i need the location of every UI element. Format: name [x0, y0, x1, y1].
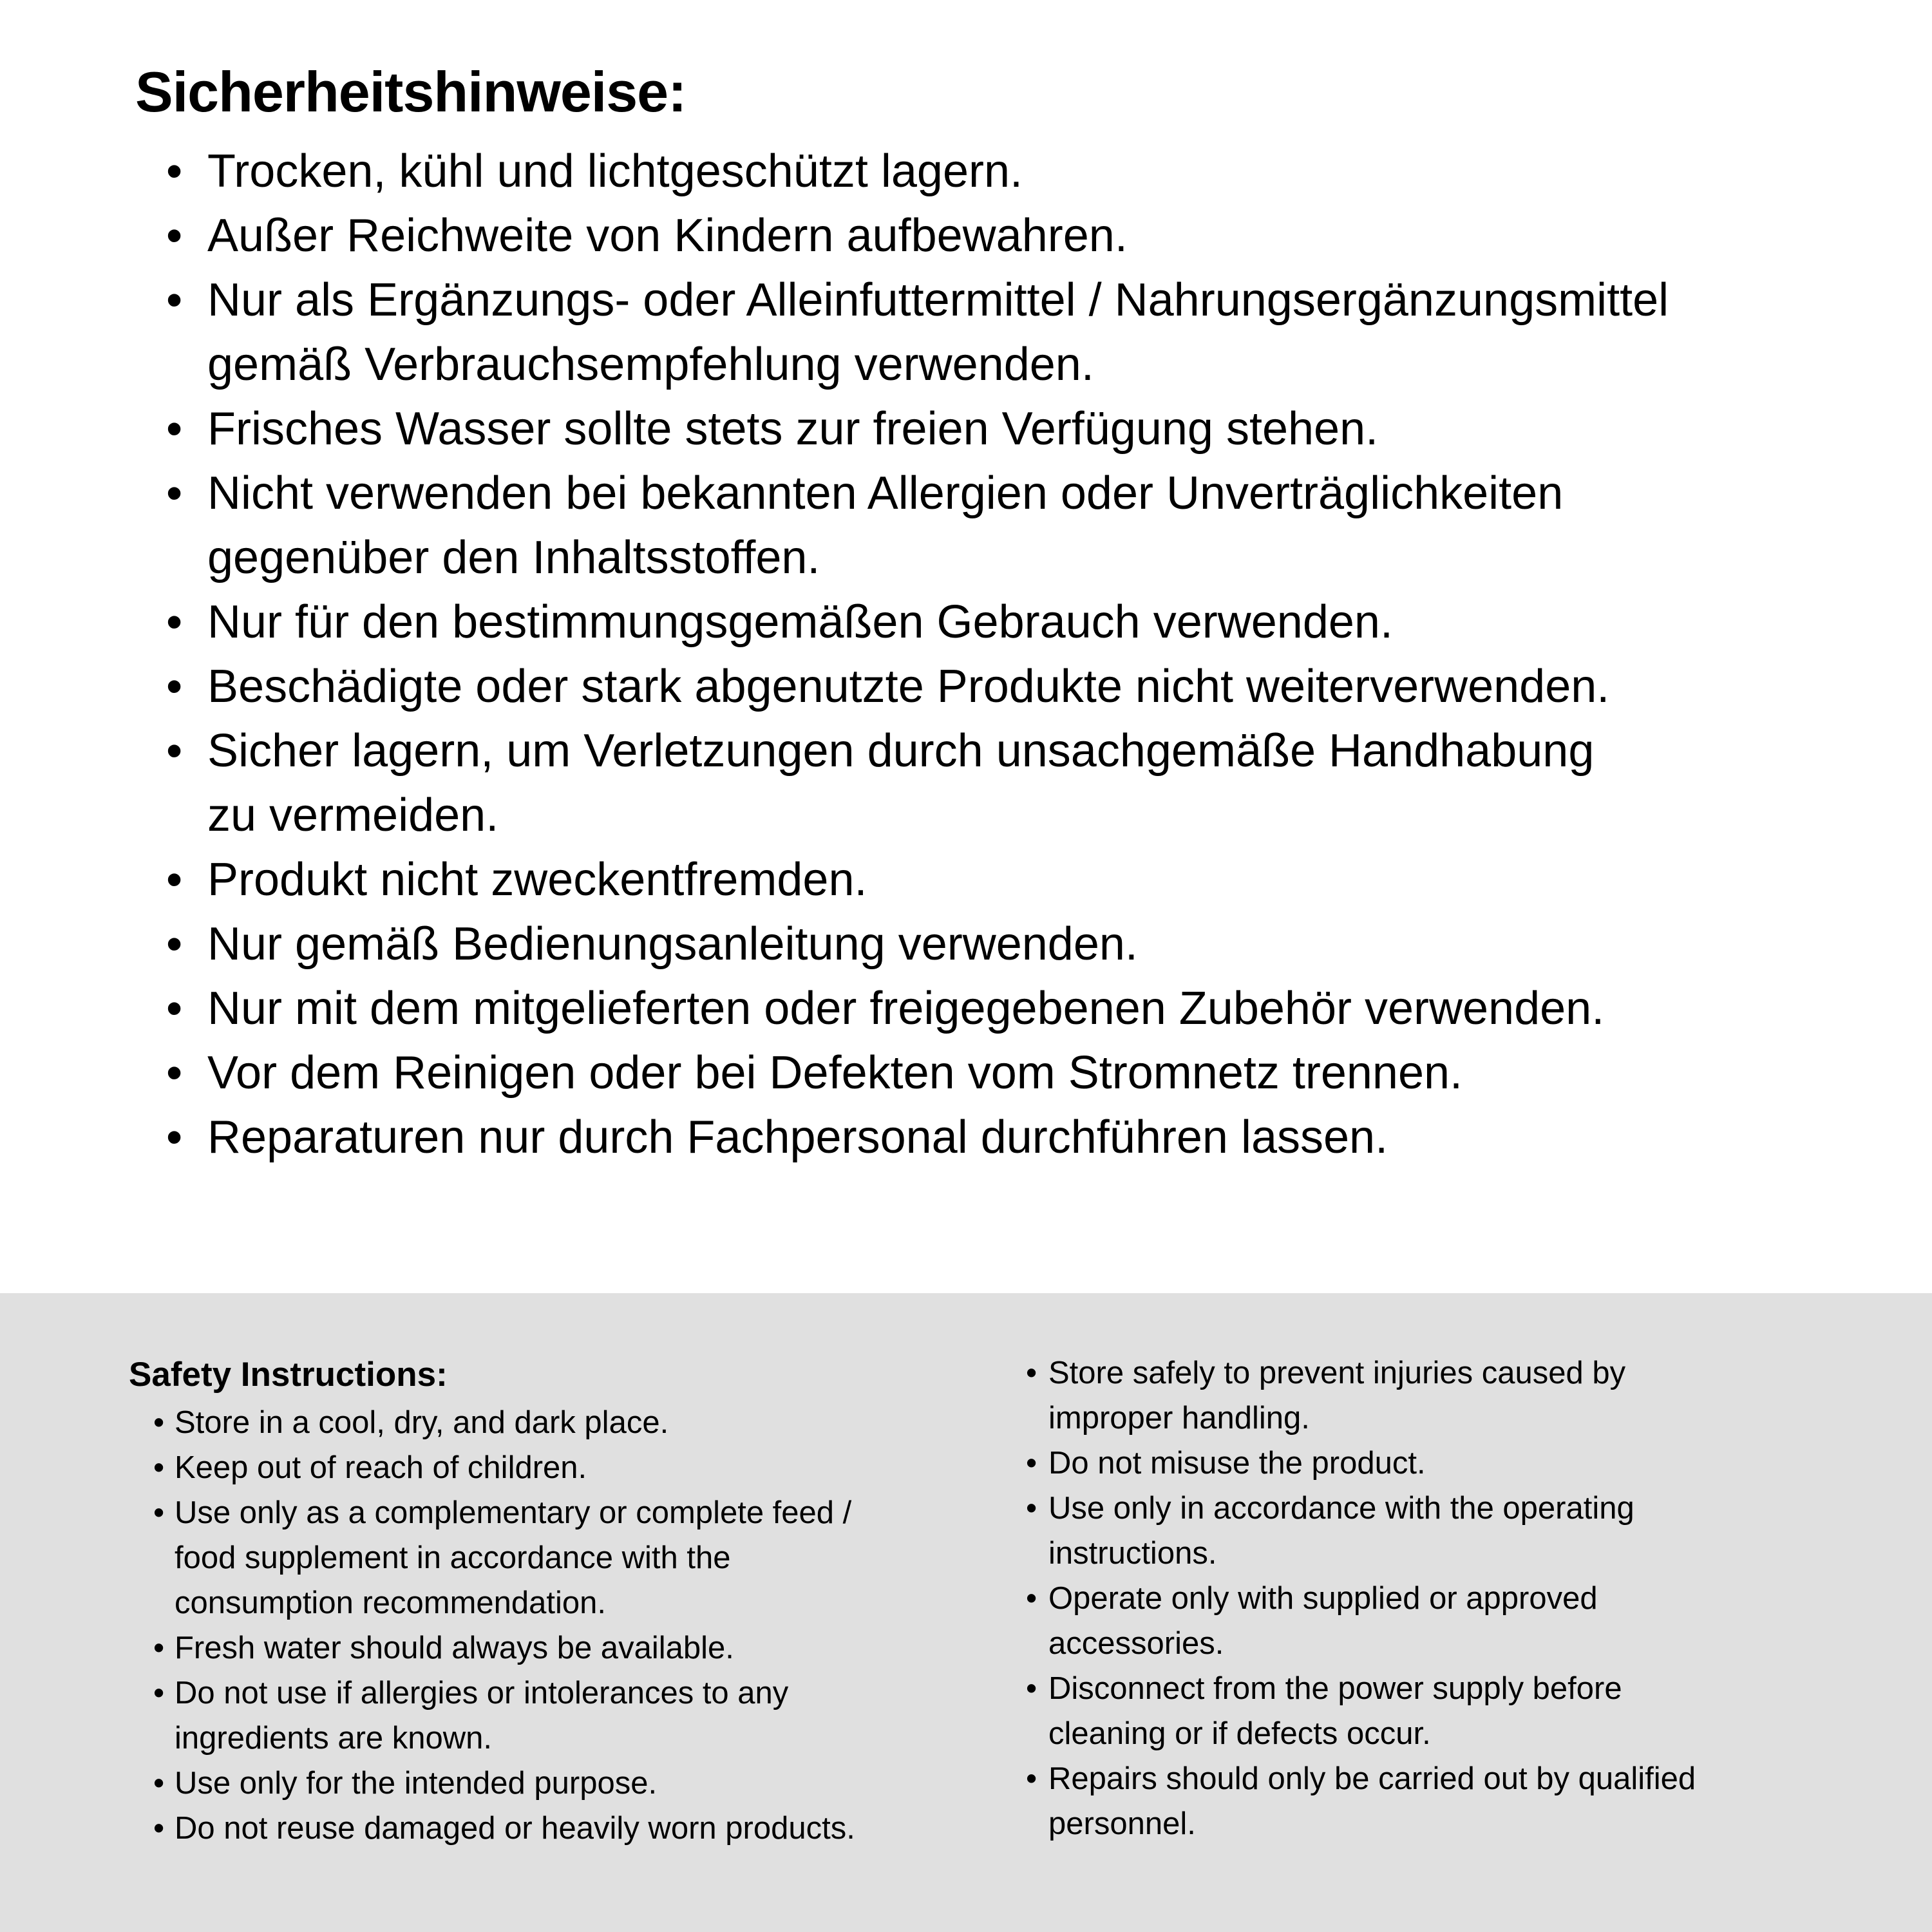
list-item-text: improper handling. — [1048, 1401, 1310, 1435]
list-item-text: Nicht verwenden bei bekannten Allergien oder Unverträglichkeiten — [207, 468, 1564, 519]
bullet-dot: • — [153, 1495, 165, 1530]
list-item — [166, 461, 1669, 590]
bullet-dot: • — [166, 725, 183, 777]
list-item-text: Use only for the intended purpose. — [175, 1766, 658, 1801]
list-item-text: Store safely to prevent injuries caused by — [1048, 1356, 1626, 1390]
bullet-dot: • — [1026, 1491, 1037, 1526]
list-item — [1026, 1666, 1696, 1756]
list-item-text: Frisches Wasser sollte stets zur freien Verfügung stehen. — [207, 403, 1379, 455]
list-item-text: Fresh water should always be available. — [175, 1631, 734, 1665]
list-item-text: Nur für den bestimmungsgemäßen Gebrauch verwenden. — [207, 596, 1393, 648]
list-item — [153, 1806, 855, 1851]
list-item — [166, 654, 1669, 719]
list-item-text: Do not reuse damaged or heavily worn products. — [175, 1811, 855, 1846]
list-item-text: personnel. — [1048, 1806, 1196, 1841]
list-item-text: Sicher lagern, um Verletzungen durch unsachgemäße Handhabung — [207, 725, 1595, 777]
bullet-dot: • — [166, 918, 183, 970]
bullet-dot: • — [166, 210, 183, 261]
list-item-text: Operate only with supplied or approved — [1048, 1581, 1598, 1616]
list-item — [153, 1761, 855, 1806]
list-item-text: Use only in accordance with the operating — [1048, 1491, 1634, 1526]
list-item-text: Do not misuse the product. — [1048, 1446, 1426, 1481]
list-item — [1026, 1486, 1696, 1576]
bullet-dot: • — [153, 1766, 165, 1801]
list-item-text: Reparaturen nur durch Fachpersonal durchführen lassen. — [207, 1112, 1388, 1163]
list-item — [153, 1625, 855, 1671]
bullet-dot: • — [153, 1631, 165, 1665]
list-item-text: Außer Reichweite von Kindern aufbewahren. — [207, 210, 1128, 261]
list-item-text: food supplement in accordance with the — [175, 1540, 731, 1575]
bullet-dot: • — [166, 1112, 183, 1163]
list-item — [166, 912, 1669, 976]
list-item-text: Beschädigte oder stark abgenutzte Produkte nicht weiterverwenden. — [207, 661, 1610, 712]
list-item-text: cleaning or if defects occur. — [1048, 1716, 1431, 1751]
bullet-dot: • — [153, 1405, 165, 1440]
bullet-dot: • — [1026, 1446, 1037, 1481]
list-item — [153, 1490, 855, 1625]
list-item — [166, 848, 1669, 912]
bullet-dot: • — [153, 1676, 165, 1710]
list-item — [166, 719, 1669, 848]
bullet-dot: • — [166, 983, 183, 1034]
list-item — [1026, 1441, 1696, 1486]
list-item — [166, 1041, 1669, 1105]
bullet-dot: • — [166, 661, 183, 712]
bullet-dot: • — [166, 1047, 183, 1099]
list-item — [166, 268, 1669, 397]
bullet-dot: • — [166, 596, 183, 648]
list-item — [166, 1105, 1669, 1170]
list-item-text: Produkt nicht zweckentfremden. — [207, 854, 867, 905]
list-item-text: accessories. — [1048, 1626, 1224, 1661]
bullet-dot: • — [166, 403, 183, 455]
bullet-dot: • — [166, 274, 183, 326]
bullet-dot: • — [166, 468, 183, 519]
english-left-column — [129, 1352, 855, 1851]
list-item-text: Disconnect from the power supply before — [1048, 1671, 1622, 1706]
german-section-title: Sicherheitshinweise: — [135, 60, 687, 124]
list-item — [166, 976, 1669, 1041]
german-bullet-list — [166, 139, 1669, 1170]
bullet-dot: • — [166, 146, 183, 197]
english-section-title: Safety Instructions: — [129, 1356, 448, 1394]
list-item-text: ingredients are known. — [175, 1721, 493, 1756]
list-item — [1026, 1756, 1696, 1846]
list-item — [166, 139, 1669, 204]
english-section — [0, 1293, 1932, 1932]
list-item — [1026, 1350, 1696, 1441]
bullet-dot: • — [1026, 1356, 1037, 1390]
list-item-text: Nur mit dem mitgelieferten oder freigegebenen Zubehör verwenden. — [207, 983, 1605, 1034]
list-item — [153, 1445, 855, 1490]
english-right-column — [1026, 1350, 1696, 1846]
list-item-text: consumption recommendation. — [175, 1586, 607, 1620]
list-item — [153, 1400, 855, 1445]
english-right-bullet-list — [1026, 1350, 1696, 1846]
list-item-text: zu vermeiden. — [207, 790, 499, 841]
list-item-text: Store in a cool, dry, and dark place. — [175, 1405, 669, 1440]
list-item-text: Repairs should only be carried out by qualified — [1048, 1761, 1696, 1796]
english-left-bullet-list — [153, 1400, 855, 1851]
list-item-text: Nur gemäß Bedienungsanleitung verwenden. — [207, 918, 1138, 970]
list-item — [1026, 1576, 1696, 1666]
list-item-text: Nur als Ergänzungs- oder Alleinfuttermittel / Nahrungsergänzungsmittel — [207, 274, 1669, 326]
list-item — [166, 590, 1669, 654]
bullet-dot: • — [1026, 1671, 1037, 1706]
list-item-text: Trocken, kühl und lichtgeschützt lagern. — [207, 146, 1023, 197]
list-item-text: instructions. — [1048, 1536, 1217, 1571]
list-item — [166, 204, 1669, 268]
bullet-dot: • — [1026, 1581, 1037, 1616]
list-item-text: Keep out of reach of children. — [175, 1450, 587, 1485]
bullet-dot: • — [1026, 1761, 1037, 1796]
list-item-text: gegenüber den Inhaltsstoffen. — [207, 532, 820, 583]
bullet-dot: • — [153, 1811, 165, 1846]
bullet-dot: • — [153, 1450, 165, 1485]
list-item — [166, 397, 1669, 461]
bullet-dot: • — [166, 854, 183, 905]
list-item-text: gemäß Verbrauchsempfehlung verwenden. — [207, 339, 1094, 390]
list-item-text: Use only as a complementary or complete feed / — [175, 1495, 852, 1530]
list-item-text: Vor dem Reinigen oder bei Defekten vom Stromnetz trennen. — [207, 1047, 1463, 1099]
list-item — [153, 1671, 855, 1761]
list-item-text: Do not use if allergies or intolerances to any — [175, 1676, 789, 1710]
